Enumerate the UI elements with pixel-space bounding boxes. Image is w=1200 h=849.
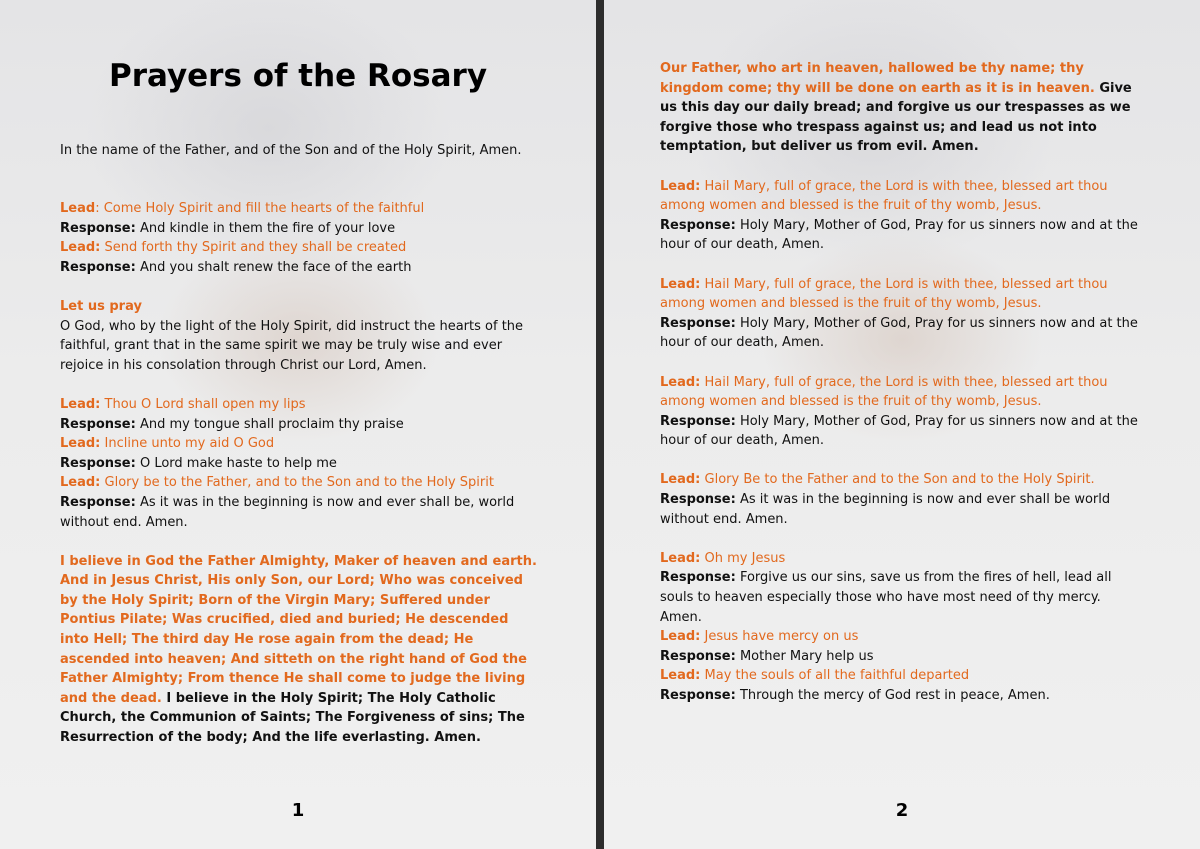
response-label: Response:	[660, 217, 736, 233]
response-label: Response:	[660, 648, 736, 664]
lead-line	[60, 434, 540, 454]
lead-line	[660, 627, 1140, 647]
lead-label: Lead:	[660, 374, 701, 390]
apostles-creed	[60, 552, 540, 748]
lead-label: Lead:	[660, 472, 701, 488]
let-us-pray-heading: Let us pray	[60, 298, 142, 314]
our-father-black-text: Give us this day our daily bread; and forgive us our trespasses as we forgive those who trespass against us; and lead us not into temptation, but deliver us from evil. Amen.	[660, 80, 1132, 155]
response-line	[60, 415, 540, 435]
response-label: Response:	[60, 259, 136, 275]
response-text: Holy Mary, Mother of God, Pray for us sinners now and at the hour of our death, Amen.	[660, 413, 1138, 449]
response-label: Response:	[60, 220, 136, 236]
response-text: Mother Mary help us	[739, 648, 874, 664]
response-text: As it was in the beginning is now and ever shall be, world without end. Amen.	[60, 494, 515, 530]
lead-line	[60, 395, 540, 415]
response-line	[660, 490, 1140, 529]
page-1	[0, 0, 596, 849]
lead-label: Lead:	[660, 550, 701, 566]
response-label: Response:	[60, 494, 136, 510]
lead-text: Send forth thy Spirit and they shall be created	[104, 240, 407, 256]
creed-orange-text: I believe in God the Father Almighty, Maker of heaven and earth. And in Jesus Christ, His only Son, our Lord; Who was conceived by the Holy Spirit; Born of the Virgin Mary; Suffered under Pontius Pilate; Was crucified, died and buried; He descended into Hell; The third day He rose again from the dead; He ascended into heaven; And sitteth on the right hand of God the Father Almighty; From thence He shall come to judge the living and the dead.	[60, 553, 537, 706]
response-line	[60, 258, 540, 278]
opening-versicles	[60, 199, 540, 748]
lead-label: Lead:	[660, 629, 701, 645]
response-label: Response:	[60, 455, 136, 471]
page-number: 2	[895, 800, 909, 821]
page-number: 1	[291, 800, 305, 821]
lead-text: Come Holy Spirit and fill the hearts of the faithful	[103, 201, 425, 216]
lead-line	[660, 666, 1140, 686]
our-father	[660, 59, 1140, 157]
page-gutter	[596, 0, 604, 849]
lead-label: Lead:	[660, 178, 701, 194]
lead-text: Hail Mary, full of grace, the Lord is with thee, blessed art thou among women and blessed is the fruit of thy womb, Jesus.	[660, 374, 1108, 410]
sign-of-cross	[60, 141, 540, 161]
page-2-content	[660, 59, 1140, 706]
response-text: Forgive us our sins, save us from the fires of hell, lead all souls to heaven especially those who have most need of thy mercy. Amen.	[660, 570, 1112, 625]
lead-line	[60, 238, 540, 258]
response-line	[60, 493, 540, 532]
response-text: As it was in the beginning is now and ever shall be world without end. Amen.	[660, 492, 1111, 527]
lead-text: Hail Mary, full of grace, the Lord is with thee, blessed art thou among women and blessed is the fruit of thy womb, Jesus.	[660, 178, 1108, 214]
response-label: Response:	[660, 413, 736, 429]
response-label: Response:	[660, 688, 736, 703]
lead-line	[660, 275, 1140, 314]
response-line	[660, 568, 1140, 627]
response-text: Holy Mary, Mother of God, Pray for us sinners now and at the hour of our death, Amen.	[660, 217, 1138, 253]
our-father-orange-text: Our Father, who art in heaven, hallowed be thy name; thy kingdom come; thy will be done on earth as it is in heaven.	[660, 61, 1095, 96]
lead-line	[660, 177, 1140, 216]
lead-label: Lead:	[660, 668, 701, 684]
response-line	[660, 314, 1140, 353]
response-line	[60, 454, 540, 474]
lead-label: Lead:	[60, 240, 101, 256]
lead-label: Lead:	[660, 276, 701, 292]
response-text: Through the mercy of God rest in peace, Amen.	[739, 688, 1050, 703]
lead-label: Lead:	[60, 475, 101, 491]
page-title: Prayers of the Rosary	[108, 58, 488, 94]
response-text: Holy Mary, Mother of God, Pray for us sinners now and at the hour of our death, Amen.	[660, 315, 1138, 351]
response-line	[660, 216, 1140, 255]
lead-line	[660, 549, 1140, 569]
page-2	[604, 0, 1200, 849]
lead-line	[660, 470, 1140, 490]
lead-text: Hail Mary, full of grace, the Lord is with thee, blessed art thou among women and blessed is the fruit of thy womb, Jesus.	[660, 276, 1108, 312]
lead-text: Thou O Lord shall open my lips	[104, 396, 306, 412]
lead-line	[60, 199, 540, 219]
lead-label: Lead	[60, 201, 96, 216]
response-label: Response:	[660, 570, 736, 586]
lead-text: Glory be to the Father, and to the Son and to the Holy Spirit	[104, 475, 494, 491]
response-text: O Lord make haste to help me	[139, 455, 337, 471]
lead-colon: :	[95, 201, 100, 216]
response-line	[660, 647, 1140, 667]
creed-black-text: I believe in the Holy Spirit; The Holy Catholic Church, the Communion of Saints; The Forgiveness of sins; The Resurrection of the body; And the life everlasting. Amen.	[60, 690, 525, 746]
lead-text: Glory Be to the Father and to the Son and to the Holy Spirit.	[704, 472, 1095, 488]
lead-text: Jesus have mercy on us	[704, 629, 859, 645]
response-text: And kindle in them the fire of your love	[139, 220, 396, 236]
lead-text: Oh my Jesus	[704, 550, 786, 566]
response-line	[660, 686, 1140, 706]
prayer-text: O God, who by the light of the Holy Spirit, did instruct the hearts of the faithful, grant that in the same spirit we may be truly wise and ever rejoice in his consolation through Christ our Lord, Amen.	[60, 318, 524, 373]
lead-text: Incline unto my aid O God	[104, 436, 275, 452]
response-label: Response:	[660, 492, 736, 508]
lead-label: Lead:	[60, 396, 101, 412]
lead-line	[660, 373, 1140, 412]
response-text: And you shalt renew the face of the earth	[139, 259, 412, 275]
response-line	[60, 219, 540, 239]
response-line	[660, 412, 1140, 451]
response-text: And my tongue shall proclaim thy praise	[139, 416, 404, 432]
lead-line	[60, 473, 540, 493]
sign-of-cross-text: In the name of the Father, and of the Son and of the Holy Spirit, Amen.	[60, 143, 522, 158]
response-label: Response:	[60, 416, 136, 432]
lead-label: Lead:	[60, 436, 101, 452]
response-label: Response:	[660, 315, 736, 331]
lead-text: May the souls of all the faithful departed	[704, 668, 970, 684]
